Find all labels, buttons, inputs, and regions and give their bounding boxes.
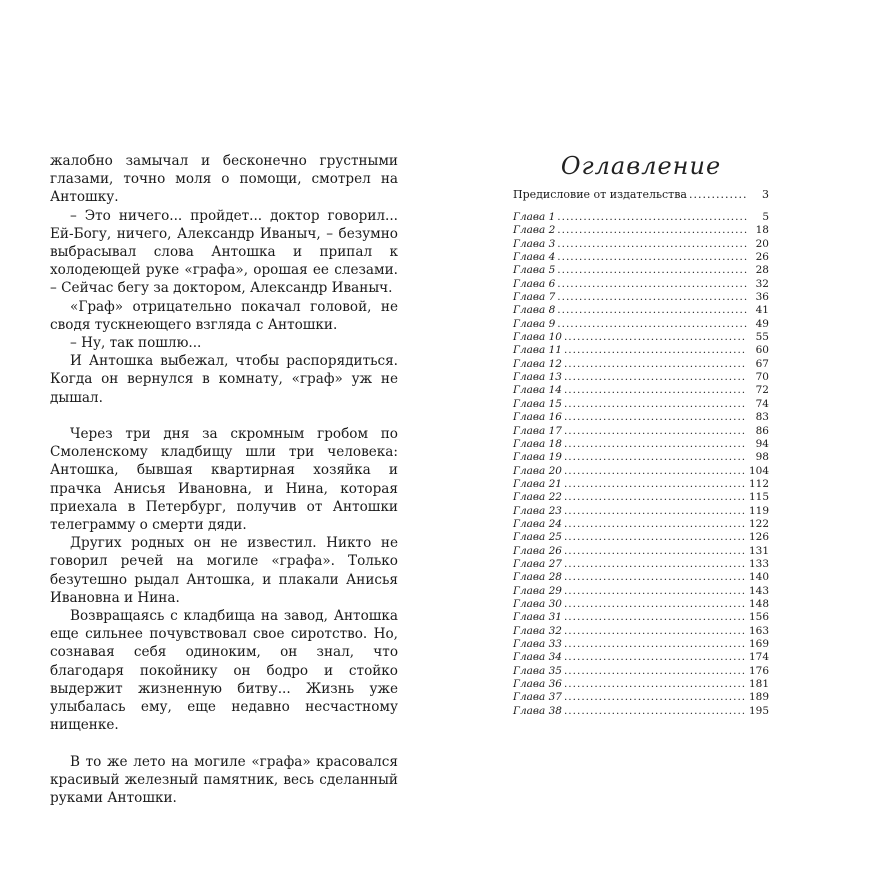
toc-page-number: 94 xyxy=(755,437,769,450)
toc-entry xyxy=(513,691,769,704)
toc-leader-dots xyxy=(564,451,747,464)
toc-entry xyxy=(513,598,769,611)
section-gap xyxy=(50,407,398,425)
toc-entry xyxy=(513,398,769,411)
toc-chapter-label: Глава 35 xyxy=(513,664,562,677)
toc-entry xyxy=(513,545,769,558)
toc-page-number: 119 xyxy=(748,504,769,517)
toc-leader-dots xyxy=(557,304,747,317)
toc-entry xyxy=(513,478,769,491)
toc-entry xyxy=(513,705,769,718)
table-of-contents xyxy=(513,150,769,718)
toc-entry xyxy=(513,344,769,357)
toc-page-number: 36 xyxy=(755,291,769,304)
paragraph: – Это ничего... пройдет... доктор говорил... Ей-Богу, ничего, Александр Иваныч, – безумно выбрасывал слова Антошка и припал к холодеющей руке «графа», орошая ее слезами. – Сейчас бегу за доктором, Александр Иваныч. xyxy=(50,207,398,297)
toc-page-number: 28 xyxy=(755,264,769,277)
toc-chapter-list xyxy=(513,211,769,718)
toc-chapter-label: Глава 5 xyxy=(513,264,556,277)
toc-page-number: 3 xyxy=(762,188,769,201)
toc-leader-dots xyxy=(557,238,747,251)
toc-chapter-label: Глава 36 xyxy=(513,678,562,691)
toc-leader-dots xyxy=(564,465,747,478)
toc-chapter-label: Глава 4 xyxy=(513,251,556,264)
paragraph: И Антошка выбежал, чтобы распорядиться. Когда он вернулся в комнату, «граф» уж не дышал. xyxy=(50,353,398,406)
toc-chapter-label: Глава 37 xyxy=(513,691,562,704)
toc-page-number: 163 xyxy=(748,624,769,637)
toc-page-number: 122 xyxy=(748,517,769,530)
toc-entry xyxy=(513,678,769,691)
toc-entry xyxy=(513,451,769,464)
toc-entry xyxy=(513,571,769,584)
toc-chapter-label: Глава 8 xyxy=(513,304,556,317)
toc-chapter-label: Глава 33 xyxy=(513,638,562,650)
toc-chapter-label: Глава 14 xyxy=(513,384,562,397)
toc-chapter-label: Глава 13 xyxy=(513,371,562,384)
toc-heading: Оглавление xyxy=(560,152,722,180)
toc-chapter-label: Глава 18 xyxy=(513,437,562,450)
toc-chapter-label: Глава 29 xyxy=(513,584,562,597)
toc-leader-dots xyxy=(557,291,747,304)
toc-chapter-label: Глава 2 xyxy=(513,224,556,237)
toc-page-number: 156 xyxy=(748,611,769,624)
toc-chapter-label: Глава 10 xyxy=(513,331,562,344)
toc-page-number: 70 xyxy=(755,371,769,384)
toc-leader-dots xyxy=(557,264,747,277)
toc-page-number: 72 xyxy=(755,384,769,397)
toc-entry xyxy=(513,358,769,371)
toc-chapter-label: Глава 11 xyxy=(513,344,562,357)
toc-leader-dots xyxy=(689,188,747,202)
toc-entry xyxy=(513,371,769,384)
toc-entry xyxy=(513,651,769,664)
toc-chapter-label: Глава 7 xyxy=(513,291,556,304)
toc-page-number: 20 xyxy=(755,237,769,250)
toc-chapter-label: Глава 34 xyxy=(513,651,562,664)
paragraph: Других родных он не известил. Никто не говорил речей на могиле «графа». Только безутешно рыдал Антошка, и плакали Анисья Ивановна и Нина. xyxy=(50,535,398,606)
toc-leader-dots xyxy=(564,398,747,411)
toc-chapter-label: Глава 9 xyxy=(513,317,556,330)
toc-page-number: 98 xyxy=(755,451,769,464)
toc-chapter-label: Глава 31 xyxy=(513,611,562,624)
toc-leader-dots xyxy=(564,625,747,638)
toc-entry xyxy=(513,425,769,438)
toc-page-number: 67 xyxy=(755,357,769,370)
paragraph: В то же лето на могиле «графа» красовался красивый железный памятник, весь сделанный руками Антошки. xyxy=(50,753,398,807)
toc-chapter-label: Глава 26 xyxy=(513,544,562,557)
toc-leader-dots xyxy=(564,691,747,704)
toc-leader-dots xyxy=(564,545,747,558)
toc-leader-dots xyxy=(564,425,747,438)
toc-page-number: 49 xyxy=(755,317,769,330)
toc-leader-dots xyxy=(564,344,747,357)
toc-leader-dots xyxy=(564,651,747,664)
toc-page-number: 5 xyxy=(762,211,769,223)
toc-leader-dots xyxy=(564,585,747,598)
toc-leader-dots xyxy=(564,331,747,344)
toc-leader-dots xyxy=(564,438,747,451)
left-page-text xyxy=(50,152,398,807)
toc-chapter-label: Глава 21 xyxy=(513,477,562,490)
toc-page-number: 41 xyxy=(755,304,769,317)
toc-chapter-label: Глава 6 xyxy=(513,277,556,290)
toc-chapter-label: Глава 28 xyxy=(513,571,562,584)
toc-leader-dots xyxy=(564,665,747,678)
toc-chapter-label: Глава 23 xyxy=(513,504,562,517)
toc-chapter-label: Глава 1 xyxy=(513,211,556,223)
toc-chapter-label: Глава 12 xyxy=(513,357,562,370)
paragraph: Возвращаясь с кладбища на завод, Антошка еще сильнее почувствовал свое сиротство. Но, сознавая себя одиноким, он знал, что благодаря покойнику он бодро и стойко выдержит жизненную битву... Жизнь уже улыбалась ему, еще недавно несчастному нищенке. xyxy=(50,608,398,734)
toc-entry xyxy=(513,264,769,277)
toc-page-number: 115 xyxy=(748,491,769,504)
toc-chapter-label: Глава 30 xyxy=(513,597,562,610)
toc-leader-dots xyxy=(564,598,747,611)
toc-page-number: 140 xyxy=(748,571,769,584)
toc-entry xyxy=(513,665,769,678)
toc-preface-label: Предисловие от издательства xyxy=(513,188,687,201)
toc-page-number: 174 xyxy=(748,651,769,664)
toc-entry xyxy=(513,505,769,518)
toc-leader-dots xyxy=(557,211,747,224)
toc-entry xyxy=(513,531,769,544)
toc-preface-entry xyxy=(513,188,769,202)
toc-page-number: 32 xyxy=(755,277,769,290)
toc-leader-dots xyxy=(564,611,747,624)
toc-chapter-label: Глава 38 xyxy=(513,704,562,717)
toc-entry xyxy=(513,384,769,397)
toc-page-number: 131 xyxy=(748,544,769,557)
toc-entry xyxy=(513,465,769,478)
toc-chapter-label: Глава 3 xyxy=(513,237,556,250)
toc-page-number: 86 xyxy=(755,424,769,437)
toc-leader-dots xyxy=(564,491,747,504)
toc-chapter-label: Глава 15 xyxy=(513,397,562,410)
toc-leader-dots xyxy=(564,571,747,584)
toc-entry xyxy=(513,518,769,531)
toc-page-number: 18 xyxy=(755,224,769,237)
toc-page-number: 55 xyxy=(755,331,769,344)
toc-leader-dots xyxy=(564,371,747,384)
toc-entry xyxy=(513,411,769,424)
toc-page-number: 104 xyxy=(748,464,769,477)
toc-entry xyxy=(513,318,769,331)
toc-entry xyxy=(513,625,769,638)
toc-leader-dots xyxy=(564,358,747,371)
toc-entry xyxy=(513,211,769,224)
toc-entry xyxy=(513,438,769,451)
toc-page-number: 26 xyxy=(755,251,769,264)
toc-page-number: 126 xyxy=(748,531,769,544)
toc-leader-dots xyxy=(564,705,747,718)
paragraph: жалобно замычал и бесконечно грустными глазами, точно моля о помощи, смотрел на Антошку. xyxy=(50,153,398,206)
toc-chapter-label: Глава 22 xyxy=(513,491,562,504)
toc-leader-dots xyxy=(564,411,747,424)
toc-entry xyxy=(513,278,769,291)
toc-leader-dots xyxy=(557,318,747,331)
toc-leader-dots xyxy=(564,518,747,531)
toc-page-number: 181 xyxy=(748,678,769,691)
toc-leader-dots xyxy=(557,278,747,291)
toc-entry xyxy=(513,491,769,504)
toc-entry xyxy=(513,304,769,317)
toc-entry xyxy=(513,585,769,598)
toc-leader-dots xyxy=(564,638,747,651)
toc-entry xyxy=(513,224,769,237)
toc-page-number: 133 xyxy=(748,557,769,570)
toc-page-number: 148 xyxy=(748,597,769,610)
toc-page-number: 74 xyxy=(755,397,769,410)
toc-page-number: 83 xyxy=(755,411,769,424)
toc-chapter-label: Глава 32 xyxy=(513,624,562,637)
toc-chapter-label: Глава 20 xyxy=(513,464,562,477)
toc-chapter-label: Глава 25 xyxy=(513,531,562,544)
toc-leader-dots xyxy=(564,505,747,518)
toc-leader-dots xyxy=(564,478,747,491)
toc-page-number: 176 xyxy=(748,664,769,677)
toc-entry xyxy=(513,611,769,624)
toc-entry xyxy=(513,558,769,571)
toc-page-number: 60 xyxy=(755,344,769,357)
paragraph: Через три дня за скромным гробом по Смоленскому кладбищу шли три человека: Антошка, бывшая квартирная хозяйка и прачка Анисья Ивановна, и Нина, которая приехала в Петербург, получив от Антошки телеграмму о смерти дяди. xyxy=(50,426,398,534)
toc-entry xyxy=(513,638,769,651)
paragraph: – Ну, так пошлю... xyxy=(70,335,202,352)
toc-leader-dots xyxy=(564,558,747,571)
toc-page-number: 195 xyxy=(748,704,769,717)
toc-leader-dots xyxy=(557,251,747,264)
toc-entry xyxy=(513,291,769,304)
toc-chapter-label: Глава 24 xyxy=(513,517,562,530)
toc-leader-dots xyxy=(557,224,747,237)
toc-leader-dots xyxy=(564,678,747,691)
toc-entry xyxy=(513,238,769,251)
toc-leader-dots xyxy=(564,384,747,397)
toc-page-number: 143 xyxy=(748,584,769,597)
toc-chapter-label: Глава 16 xyxy=(513,411,562,424)
toc-page-number: 189 xyxy=(748,691,769,704)
section-gap xyxy=(50,734,398,752)
toc-entry xyxy=(513,251,769,264)
toc-page-number: 112 xyxy=(748,477,769,490)
toc-entry xyxy=(513,331,769,344)
toc-page-number: 169 xyxy=(748,638,769,650)
toc-leader-dots xyxy=(564,531,747,544)
toc-chapter-label: Глава 27 xyxy=(513,557,562,570)
paragraph: «Граф» отрицательно покачал головой, не сводя тускнеющего взгляда с Антошки. xyxy=(50,298,398,333)
toc-chapter-label: Глава 17 xyxy=(513,424,562,437)
toc-chapter-label: Глава 19 xyxy=(513,451,562,464)
